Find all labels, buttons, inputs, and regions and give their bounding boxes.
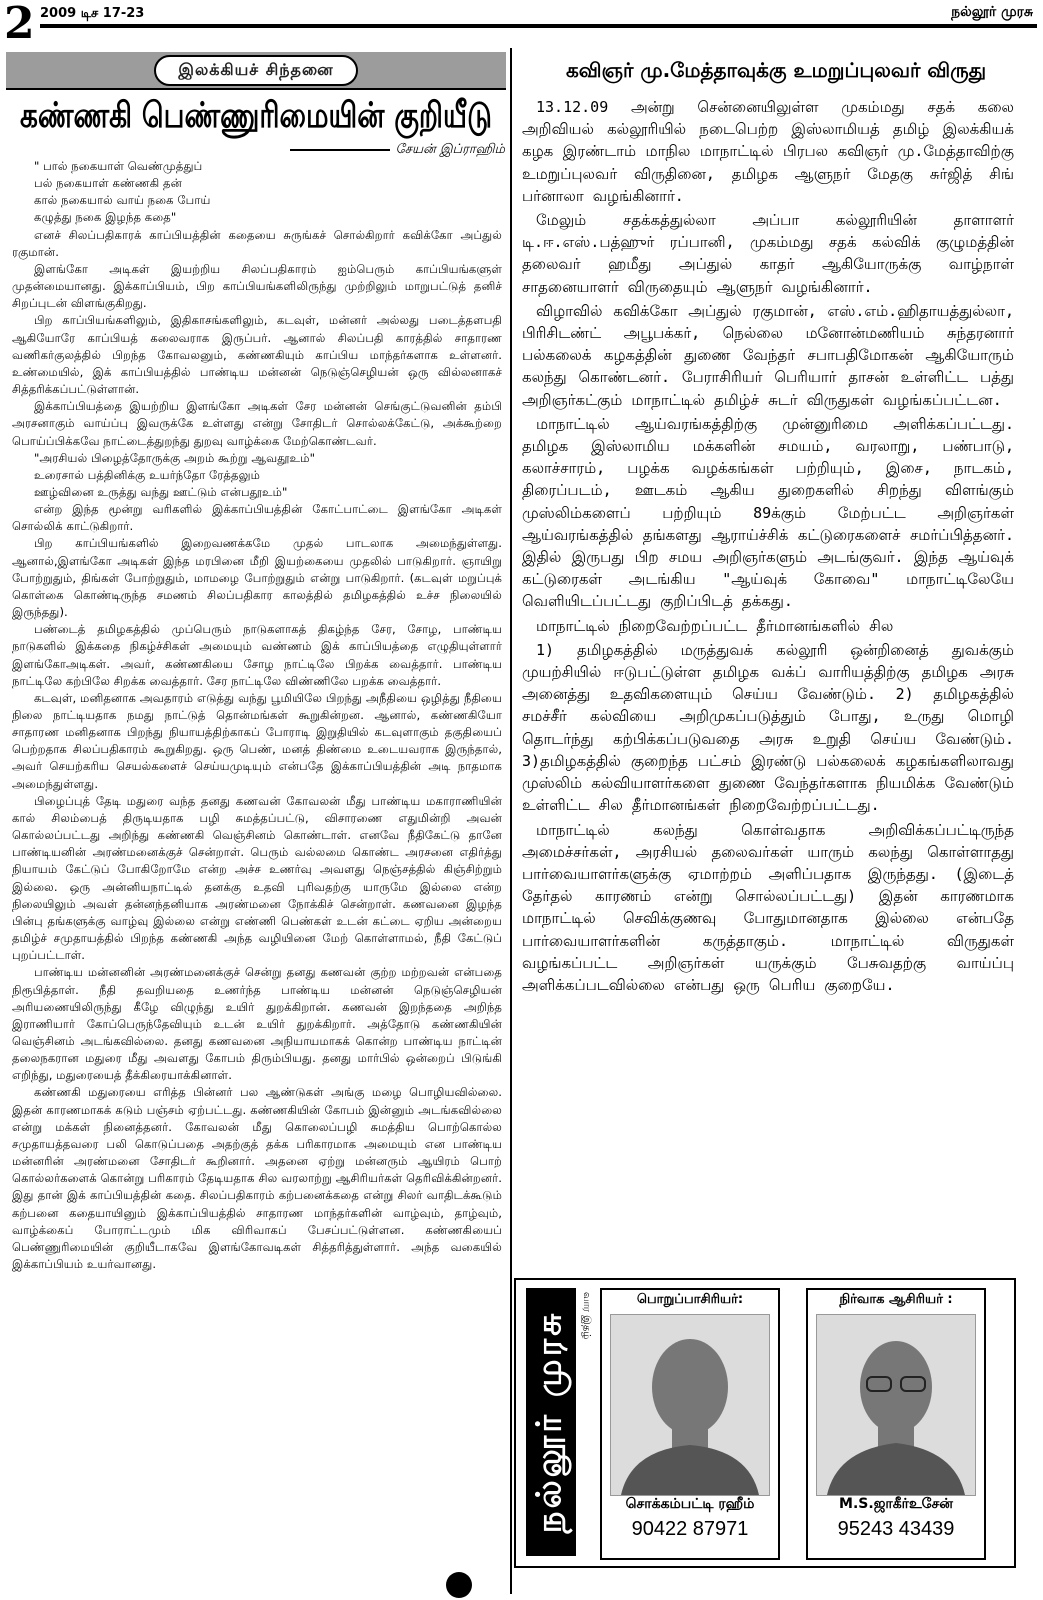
article-paragraph: பிற காப்பியங்களிலும், இதிகாசங்களிலும், கடவுள், மன்னர் அல்லது படைத்தளபதி ஆகியோரே காப்பியத் கலைவராக இருப்பர். ஆனால் சிலப்பதி காரத்தில் சாதாரண வணிகர்குலத்தில் பிறந்த கோவலனும், கண்ணகியும் காப்பிய மாந்தர்களாக உள்ளனர். உண்மையில், இக் காப்பியத்தில் பாண்டிய மன்னன் நெடுஞ்செழியன் ஒரு வில்லனாகச் சித்தரிக்கப்பட்டுள்ளான். [12,313,502,397]
masthead-logo [526,1288,576,1556]
masthead-subtitle: வார இதழ் [581,1292,592,1340]
article-paragraph: பிழைப்புத் தேடி மதுரை வந்த தனது கணவன் கோவலன் மீது பாண்டிய மகாராணியின் கால் சிலம்பைத் திருடியதாக பழி சுமத்தப்பட்டு, விசாரணை எதுமின்றி அவன் கொல்லப்பட்டது அறிந்து கண்ணகி வெஞ்சினம் கொண்டாள். எனவே நீதிகேட்டு தானே பாண்டியனின் அரண்மனைக்குச் சென்றாள். பெரும் வல்லமை கொண்ட அரசனை எதிர்த்து நியாயம் கேட்டுப் போகிறோமே என்ற அச்ச உணர்வு அவளது நெஞ்சத்தில் கிஞ்சிற்றும் இல்லை. ஒரு அன்னியநாட்டில் தனக்கு உதவி புரிவதற்கு யாருமே இல்லை என்ற நிலையிலும் அவள் தன்னந்தனியாக அரண்மனை நோக்கிச் சென்றாள். கணவனை இழந்த பின்பு தங்களுக்கு வாழ்வு இல்லை என்று எண்ணி பெண்கள் உடன் கட்டை ஏறிய அன்றைய தமிழ்ச் சமுதாயத்தில் பிறந்த கண்ணகி அந்த வழியினை மேற் கொள்ளாமல், நீதி கேட்டுப் புறப்பட்டாள். [12,793,502,963]
article-paragraph: இக்காப்பியத்தை இயற்றிய இளங்கோ அடிகள் சேர மன்னன் செங்குட்டுவனின் தம்பி அரசனாகும் வாய்ப்பு இவருக்கே உள்ளது என்று சோதிடர் சொல்லக்கேட்டு, அக்கூற்றை பொய்ப்பிக்கவே நாட்டைத்துறந்து துறவு வாழ்க்கை மேற்கொண்டவர். [12,399,502,448]
page-end-dot [446,1572,472,1598]
news-headline: கவிஞர் மு.மேத்தாவுக்கு உமறுப்புலவர் விருது [565,57,987,82]
article-paragraph: பாண்டிய மன்னனின் அரண்மனைக்குச் சென்று தனது கணவன் குற்ற மற்றவன் என்பதை நிரூபித்தாள். நீதி தவறியதை உணர்ந்த பாண்டிய மன்னன் நெடுஞ்செழியன் அரியணையிலிருந்து கீழே விழுந்து உயிர் துறக்கிறான். கணவன் இறந்ததை அறிந்த இராணியார் கோப்பெருந்தேவியும் உடன் உயிர் துறக்கிறார். அத்தோடு கண்ணகியின் வெஞ்சினம் அடங்கவில்லை. தனது கணவனை அநியாயமாகக் கொன்ற பாண்டிய நாட்டின் தலைநகரான மதுரை மீது அவளது கோபம் திரும்பியது. தனது மார்பில் ஒன்றைப் பிடுங்கி எறிந்து, மதுரையைத் தீக்கிரையாக்கினாள். [12,965,502,1083]
masthead-text: நல்லூர் முரசு [529,1310,569,1534]
editor-photo [610,1314,770,1496]
news-paragraph: மேலும் சதக்கத்துல்லா அப்பா கல்லூரியின் தாளாளர் டி.ஈ.எஸ்.பத்ஹுர் ரப்பானி, முகம்மது சதக் கல்விக் குழுமத்தின் தலைவர் ஹமீது அப்துல் காதர் ஆகியோருக்கு வாழ்நாள் சாதனையாளர் விருதையும் ஆளுநர் வழங்கினார். [522,211,1014,296]
article-paragraph: எனச் சிலப்பதிகாரக் காப்பியத்தின் கதையை சுருங்கச் சொல்கிறார் கவிக்கோ அப்துல் ரகுமான். [12,227,502,259]
column-divider [510,48,512,1594]
editor-card [806,1288,986,1560]
news-paragraph: மாநாட்டில் கலந்து கொள்வதாக அறிவிக்கப்பட்டிருந்த அமைச்சர்கள், அரசியல் தலைவர்கள் யாரும் கலந்து கொள்ளாதது பார்வையாளர்களுக்கு ஏமாற்றம் அளிப்பதாக இருந்தது. (இடைத் தேர்தல் காரணம் என்று சொல்லப்பட்டது) இதன் காரணமாக மாநாட்டில் செவிக்குணவு போதுமானதாக இல்லை என்பதே பார்வையாளர்களின் கருத்தாகும். மாநாட்டில் விருதுகள் வழங்கப்பட்ட அறிஞர்கள் யருக்கும் பேசுவதற்கு வாய்ப்பு அளிக்கப்படவில்லை என்பது ஒரு பெரிய குறையே. [522,820,1014,994]
section-label: இலக்கியச் சிந்தனை [154,55,357,86]
section-banner [6,52,506,90]
verse-line: பல் நகையாள் கண்ணகி தன் [34,176,182,191]
editor-photo [816,1314,976,1496]
editor-phone: 95243 43439 [837,1518,955,1540]
verse-line: கழுத்து நகை இழந்த கதை" [34,210,177,225]
editor-name: M.S.ஜாகீர்உசேன் [839,1496,953,1512]
article-body [12,158,502,1273]
article-paragraph: பிற காப்பியங்களில் இறைவணக்கமே முதல் பாடலாக அமைந்துள்ளது. ஆனால்,இளங்கோ அடிகள் இந்த மரபினை மீறி இயற்கையை முதலில் பாடுகிறார். ஞாயிறு போற்றுதும், திங்கள் போற்றுதும், மாமழை போற்றுதும் என்று பாடுகிறார். (கடவுள் மறுப்புக் கொள்கை கொண்டிருந்த சமணம் சிலப்பதிகார காலத்தில் தமிழகத்தில் உச்ச நிலையில் இருந்தது). [12,536,502,620]
article-byline: சேயன் இப்ராஹிம் [290,142,505,158]
article-paragraph: பண்டைத் தமிழகத்தில் முப்பெரும் நாடுகளாகத் திகழ்ந்த சேர, சோழ, பாண்டிய நாடுகளில் இக்கதை நிகழ்ச்சிகள் அமையும் வண்ணம் இக் காப்பியத்தை எழுதியுள்ளார் இளங்கோஅடிகள். அவர், கண்ணகியை சோழ நாட்டிலே பிறக்க வைத்தார். பாண்டிய நாட்டிலே கற்பிலே சிறக்க வைத்தார். சேர நாட்டிலே விண்ணிலே பறக்க வைத்தார். [12,622,502,688]
editor-role: நிர்வாக ஆசிரியர் : [839,1292,953,1307]
news-paragraph: 1) தமிழகத்தில் மருத்துவக் கல்லூரி ஒன்றினைத் துவக்கும் முயற்சியில் ஈடுபட்டுள்ள தமிழக வக்ப் வாரியத்திற்கு தமிழக அரசு அனைத்து உதவிகளையும் செய்ய வேண்டும். 2) தமிழகத்தில் சமச்சீர் கல்வியை அறிமுகப்படுத்தும் போது, உருது மொழி தொடர்ந்து கற்பிக்கப்படுவதை அரசு உறுதி செய்ய வேண்டும். 3)தமிழகத்தில் குறைந்த பட்சம் இரண்டு பல்கலைக் கழகங்களிலாவது முஸ்லிம் கல்வியாளர்களை துணை வேந்தர்களாக நியமிக்க வேண்டும் உள்ளிட்ட சில தீர்மானங்கள் நிறைவேற்றப்பட்டது. [522,640,1014,815]
verse-line: " பால் நகையாள் வெண்முத்துப் [34,159,203,173]
news-body [522,96,1014,998]
editor-phone: 90422 87971 [631,1518,749,1540]
person-silhouette-icon [817,1315,975,1495]
verse-line: உரைசால் பத்தினிக்கு உயர்ந்தோ ரேத்தலும் [34,467,261,482]
issue-date: 2009 டிச 17-23 [40,6,145,21]
staff-box [514,1278,1016,1568]
verse-line: "அரசியல் பிழைத்தோருக்கு அறம் கூற்று ஆவதூஉம்" [34,450,315,465]
verse-line: கால் நகையால் வாய் நகை போய் [34,193,211,208]
news-paragraph: 13.12.09 அன்று சென்னையிலுள்ள முகம்மது சதக் கலை அறிவியல் கல்லூரியில் நடைபெற்ற இஸ்லாமியத் தமிழ் இலக்கியக் கழக இரண்டாம் மாநில மாநாட்டில் பிரபல கவிஞர் மு.மேத்தாவிற்கு உமறுப்புலவர் விருதினை, தமிழக ஆளுநர் மேதகு சுர்ஜித் சிங் பர்னாலா வழங்கினார். [522,98,1014,205]
person-silhouette-icon [611,1315,769,1495]
editor-role: பொறுப்பாசிரியர்: [636,1292,744,1307]
editor-name: சொக்கம்பட்டி ரஹீம் [625,1496,755,1512]
article-paragraph: கடவுள், மனிதனாக அவதாரம் எடுத்து வந்து பூமியிலே பிறந்து அநீதியை ஒழித்து நீதியை நிலை நாட்டியதாக நமது நாட்டுத் தொன்மங்கள் கூறுகின்றன. ஆனால், கண்ணகியோ சாதாரண மனிதனாக பிறந்து நியாயத்திற்காகப் போராடி இறுதியில் கடவுளாகும் தகுதியைப் பெற்றதாக சிலப்பதிகாரம் கூறுகிறது. ஒரு பெண், மனத் திண்மை உடையவராக இருந்தால், அவர் செயற்கரிய செயல்களைச் செய்யமுடியும் என்பதே இக்காப்பியத்தின் அடி நாதமாக அமைந்துள்ளது. [12,690,502,791]
article-paragraph: இளங்கோ அடிகள் இயற்றிய சிலப்பதிகாரம் ஐம்பெரும் காப்பியங்களுள் முதன்மையானது. இக்காப்பியம், பிற காப்பியங்களிலிருந்து முற்றிலும் மாறுபட்டுத் தனிச் சிறப்புடன் விளங்குகிறது. [12,261,502,311]
editor-card [600,1288,780,1560]
article-paragraph: என்ற இந்த மூன்று வரிகளில் இக்காப்பியத்தின் கோட்பாட்டை இளங்கோ அடிகள் சொல்லிக் காட்டுகிறார். [12,502,502,534]
news-paragraph: விழாவில் கவிக்கோ அப்துல் ரகுமான், எஸ்.எம்.ஹிதாயத்துல்லா, பிரிசிடண்ட் அபூபக்கர், நெல்லை மனோன்மணியம் சுந்தரனார் பல்கலைக் கழகத்தின் துணை வேந்தர் சபாபதிமோகன் ஆகியோரும் கலந்து கொண்டனர். பேராசிரியர் பெரியார் தாசன் உள்ளிட்ட பத்து அறிஞர்கட்கும் மாநாட்டில் தமிழ்ச் சுடர் விருதுகள் வழங்கப்பட்டன. [522,301,1014,409]
article-paragraph: கண்ணகி மதுரையை எரித்த பின்னர் பல ஆண்டுகள் அங்கு மழை பொழியவில்லை. இதன் காரணமாகக் கடும் பஞ்சம் ஏற்பட்டது. கண்ணகியின் கோபம் இன்னும் அடங்கவில்லை என்று மக்கள் நினைத்தனர். கோவலன் மீது கொலைப்பழி சுமத்திய பொற்கொல்ல சமுதாயத்தவரை பலி கொடுப்பதை அதற்குத் தக்க பரிகாரமாக அமையும் என பாண்டிய மன்னரின் அரண்மனை சோதிடர் கூறினார். அதனை ஏற்று மன்னரும் ஆயிரம் பொற் கொல்லர்களைக் கொன்று பரிகாரம் தேடியதாக சில வரலாற்று ஆசிரியர்கள் தெரிவிக்கின்றனர். இது தான் இக் காப்பியத்தின் கதை. சிலப்பதிகாரம் கற்பனைக்கதை என்று சிலர் வாதிடக்கூடும் கற்பனை கதையாயினும் இக்காப்பியத்தில் சாதாரண மாந்தர்களின் வாழ்வும், தாழ்வும், வாழ்க்கைப் போராட்டமும் மிக விரிவாகப் பேசப்பட்டுள்ளன. கண்ணகியைப் பெண்ணுரிமையின் குறியீடாகவே இளங்கோவடிகள் சித்தரித்துள்ளார். அந்த வகையில் இக்காப்பியம் உயர்வானது. [12,1085,502,1271]
header-rule [40,24,1037,28]
page-number: 2 [4,0,35,49]
publication-name: நல்லூர் முரசு [951,4,1033,20]
verse-line: ஊழ்வினை உருத்து வந்து ஊட்டும் என்பதூஉம்" [34,484,288,499]
news-paragraph: மாநாட்டில் நிறைவேற்றப்பட்ட தீர்மானங்களில் சில [536,616,894,635]
news-paragraph: மாநாட்டில் ஆய்வரங்கத்திற்கு முன்னுரிமை அளிக்கப்பட்டது. தமிழக இஸ்லாமிய மக்களின் சமயம், வரலாறு, பண்பாடு, கலாச்சாரம், பழக்க வழக்கங்கள் பற்றியும், இசை, நாடகம், திரைப்படம், ஊடகம் ஆகிய துறைகளில் சிறந்து விளங்கும் முஸ்லிம்களைப் பற்றியும் 89க்கும் மேற்பட்ட அறிஞர்கள் ஆய்வரங்கத்தில் தங்களது ஆராய்ச்சிக் கட்டுரைகளைச் சமர்ப்பித்தனர். இதில் இருபது பிற சமய அறிஞர்களும் அடங்குவர். இந்த ஆய்வுக் கட்டுரைகள் அடங்கிய "ஆய்வுக் கோவை" மாநாட்டிலேயே வெளியிடப்பட்டது குறிப்பிடத் தக்கது. [522,414,1014,611]
article-title: கண்ணகி பெண்ணுரிமையின் குறியீடு [19,94,493,136]
